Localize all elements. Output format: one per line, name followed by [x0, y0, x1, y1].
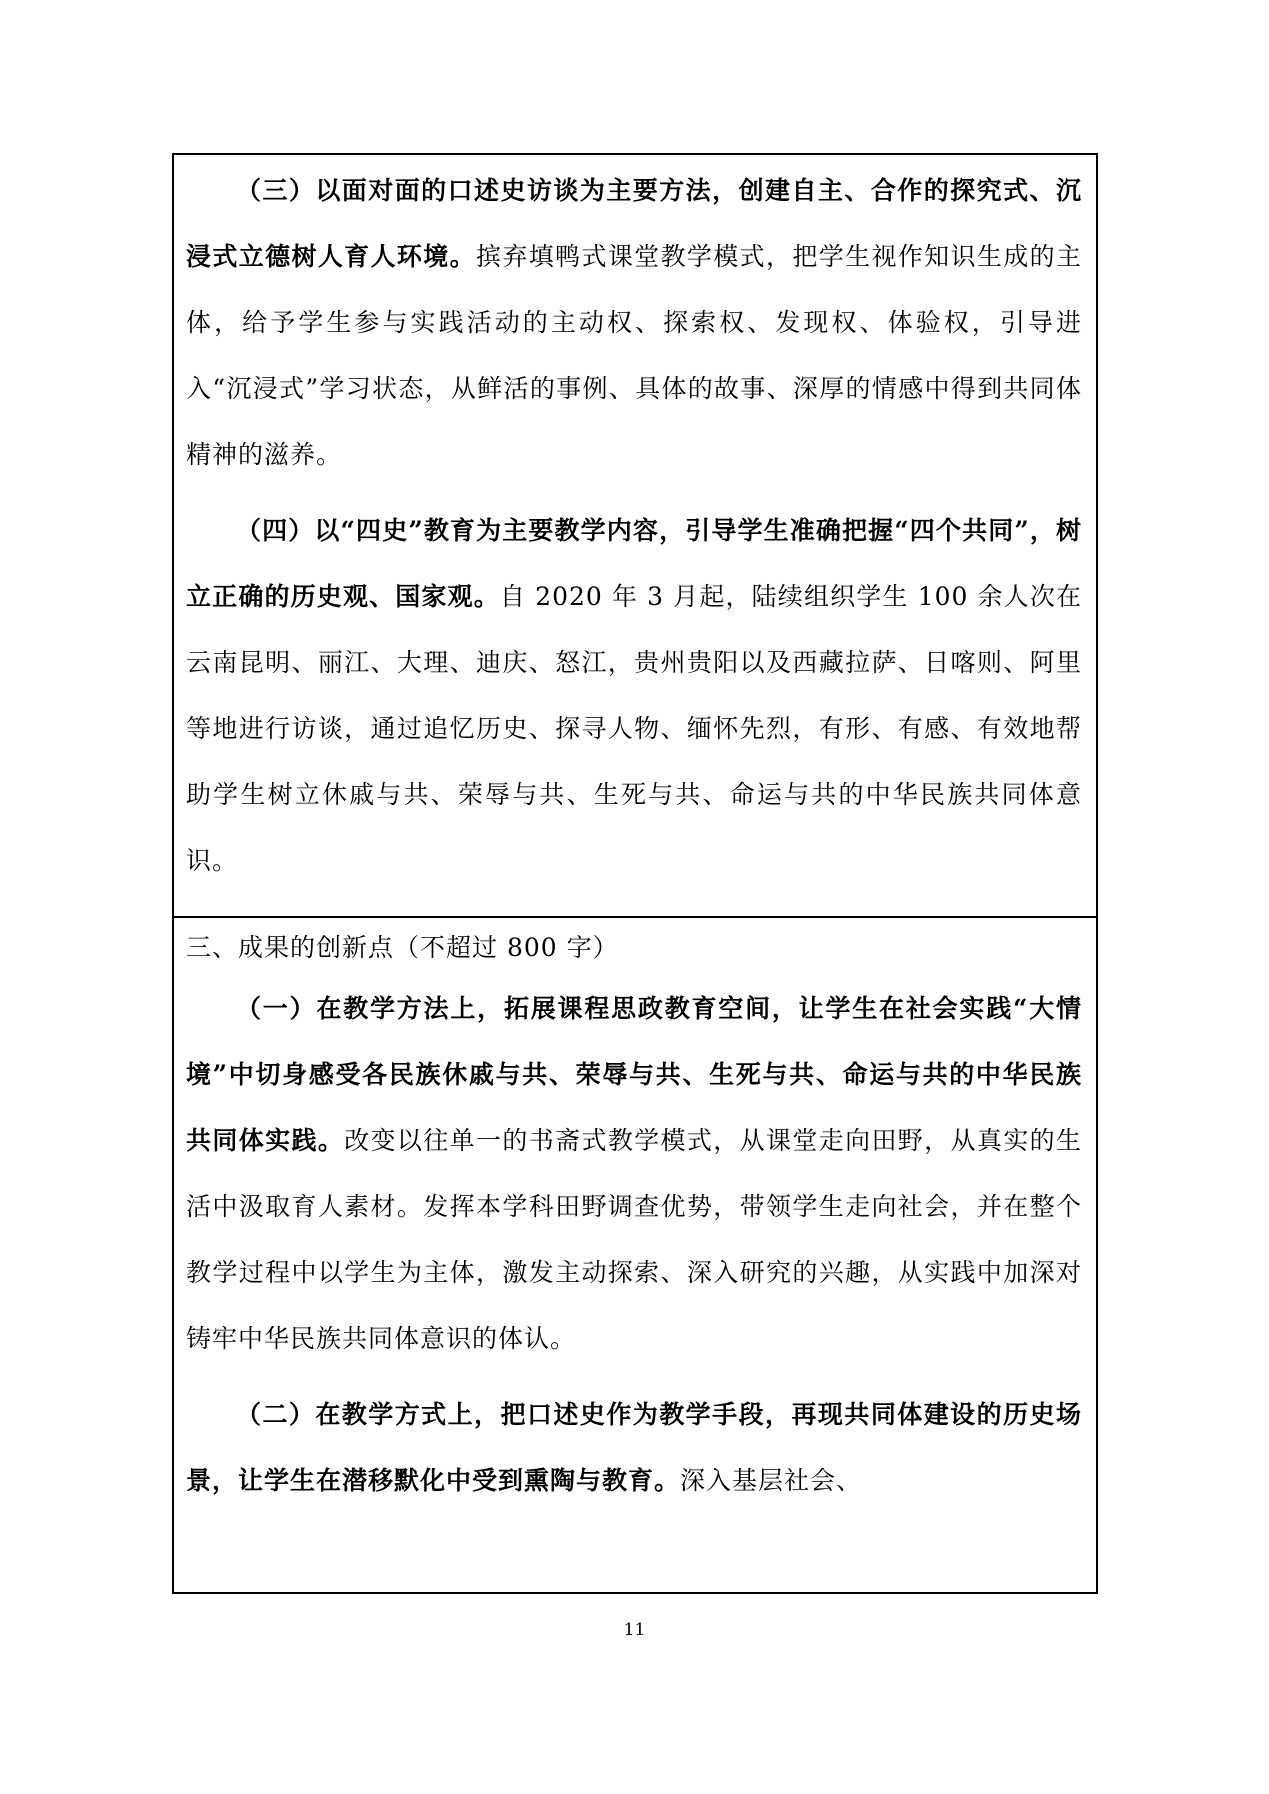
paragraph-innovation-1: [186, 976, 1082, 1372]
paragraph-lead: （四）以“四史”教育为主要教学内容，引导学生准确把握“四个共同”，树立正确的历史观、国家观。: [186, 516, 1082, 611]
paragraph-body: 自 2020 年 3 月起，陆续组织学生 100 余人次在云南昆明、丽江、大理、迪庆、怒江，贵州贵阳以及西藏拉萨、日喀则、阿里等地进行访谈，通过追忆历史、探寻人物、缅怀先烈，有形、有感、有效地帮助学生树立休戚与共、荣辱与共、生死与共、命运与共的中华民族共同体意识。: [186, 582, 1082, 875]
paragraph-innovation-2: [186, 1382, 1082, 1514]
paragraph-4: [186, 498, 1082, 894]
paragraph-lead: （三）以面对面的口述史访谈为主要方法，创建自主、合作的探究式、沉浸式立德树人育人环境。: [186, 176, 1082, 271]
page-number: 11: [623, 1620, 646, 1640]
section-heading: 三、成果的创新点（不超过 800 字）: [186, 933, 619, 962]
paragraph-body: 摈弃填鸭式课堂教学模式，把学生视作知识生成的主体，给予学生参与实践活动的主动权、探索权、发现权、体验权，引导进入“沉浸式”学习状态，从鲜活的事例、具体的故事、深厚的情感中得到共同体精神的滋养。: [186, 242, 1082, 469]
paragraph-lead: （二）在教学方式上，把口述史作为教学手段，再现共同体建设的历史场景，让学生在潜移默化中受到熏陶与教育。: [186, 1400, 1082, 1495]
paragraph-body: 深入基层社会、: [680, 1466, 863, 1495]
document-table: [172, 153, 1098, 1594]
paragraph-lead: （一）在教学方法上，拓展课程思政教育空间，让学生在社会实践“大情境”中切身感受各民族休戚与共、荣辱与共、生死与共、命运与共的中华民族共同体实践。: [186, 994, 1082, 1155]
paragraph-3: [186, 158, 1082, 488]
table-cell-bottom: [174, 916, 1096, 1592]
paragraph-body: 改变以往单一的书斋式教学模式，从课堂走向田野，从真实的生活中汲取育人素材。发挥本学科田野调查优势，带领学生走向社会，并在整个教学过程中以学生为主体，激发主动探索、深入研究的兴趣，从实践中加深对铸牢中华民族共同体意识的体认。: [186, 1126, 1082, 1353]
table-cell-top: [174, 155, 1096, 916]
